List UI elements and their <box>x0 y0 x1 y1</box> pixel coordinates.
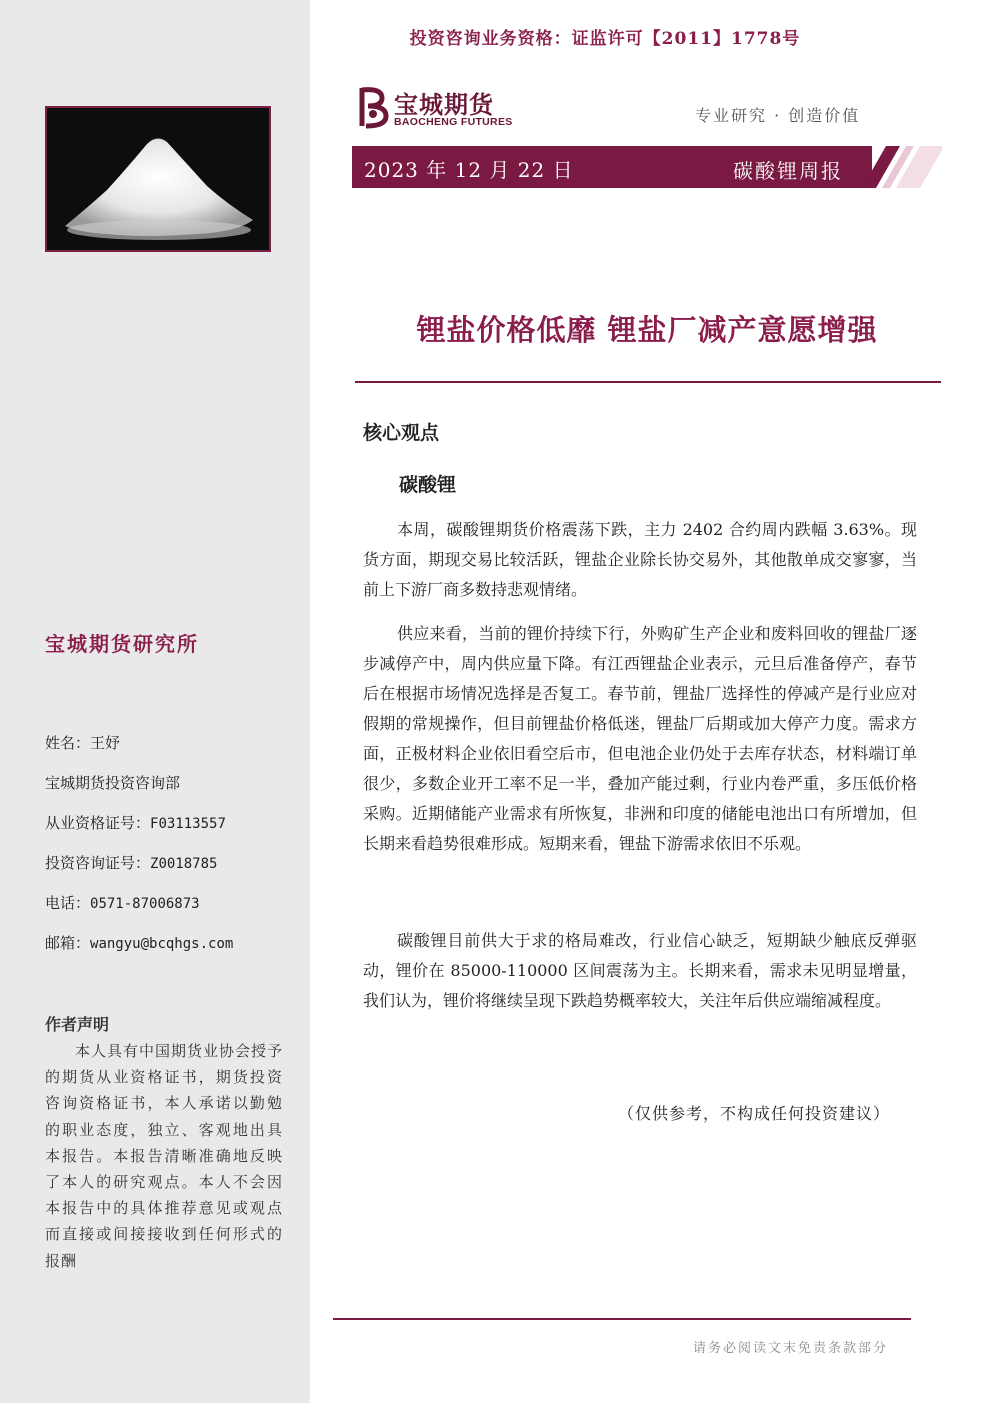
contact-qualification <box>45 812 295 852</box>
contact-consult-id <box>45 852 295 892</box>
sidebar <box>0 0 310 1403</box>
contact-value: F03113557 <box>150 816 226 832</box>
investment-disclaimer: （仅供参考，不构成任何投资建议） <box>618 1104 891 1123</box>
contact-info <box>45 732 295 972</box>
logo-cn-text: 宝城期货 <box>394 91 494 119</box>
declaration-title: 作者声明 <box>45 1015 110 1034</box>
report-date: 2023 年 12 月 22 日 <box>364 158 574 182</box>
contact-email-link[interactable]: wangyu@bcqhgs.com <box>90 936 234 952</box>
contact-value: 宝城期货投资咨询部 <box>45 774 181 792</box>
subsection-title: 碳酸锂 <box>399 474 457 496</box>
report-type: 碳酸锂周报 <box>733 159 843 183</box>
footer-note: 请务必阅读文末免责条款部分 <box>693 1341 889 1356</box>
contact-name <box>45 732 295 772</box>
contact-label: 姓名： <box>45 734 91 752</box>
contact-label: 电话： <box>45 894 91 912</box>
paragraph-text: 本周，碳酸锂期货价格震荡下跌，主力 2402 合约周内跌幅 3.63%。现货方面，期现交易比较活跃，锂盐企业除长协交易外，其他散单成交寥寥，当前上下游厂商多数持悲观情绪。 <box>363 520 917 599</box>
company-logo <box>356 84 556 134</box>
contact-department <box>45 772 295 812</box>
contact-value: Z0018785 <box>150 856 218 872</box>
institute-name: 宝城期货研究所 <box>45 632 199 656</box>
paragraph-1 <box>363 515 917 605</box>
contact-email <box>45 932 295 972</box>
banner-stripes-icon <box>842 146 942 188</box>
lithium-powder-image <box>45 106 271 252</box>
paragraph-2 <box>363 619 917 859</box>
contact-value: 0571-87006873 <box>90 896 200 912</box>
contact-value: 王妤 <box>90 734 121 752</box>
contact-label: 投资咨询证号： <box>45 854 151 872</box>
contact-label: 邮箱： <box>45 934 91 952</box>
declaration-body: 本人具有中国期货业协会授予的期货从业资格证书，期货投资咨询资格证书，本人承诺以勤勉的职业态度，独立、客观地出具本报告。本报告清晰准确地反映了本人的研究观点。本人不会因本报告中的具体推荐意见或观点而直接或间接接收到任何形式的报酬 <box>45 1042 284 1270</box>
paragraph-text: 供应来看，当前的锂价持续下行，外购矿生产企业和废料回收的锂盐厂逐步减停产中，周内供应量下降。有江西锂盐企业表示，元旦后准备停产，春节后在根据市场情况选择是否复工。春节前，锂盐厂选择性的停减产是行业应对假期的常规操作，但目前锂盐价格低迷，锂盐厂后期或加大停产力度。需求方面，正极材料企业依旧看空后市，但电池企业仍处于去库存状态，材料端订单很少，多数企业开工率不足一半，叠加产能过剩，行业内卷严重，多压低价格采购。近期储能产业需求有所恢复，非洲和印度的储能电池出口有所增加，但长期来看趋势很难形成。短期来看，锂盐下游需求依旧不乐观。 <box>363 624 917 853</box>
logo-en-text: BAOCHENG FUTURES <box>394 116 513 128</box>
contact-phone <box>45 892 295 932</box>
section-title: 核心观点 <box>363 422 440 444</box>
headline-divider <box>355 381 941 383</box>
slogan: 专业研究 · 创造价值 <box>695 106 861 125</box>
footer-divider <box>333 1318 911 1320</box>
logo-mark-icon <box>356 84 390 130</box>
contact-label: 从业资格证号： <box>45 814 151 832</box>
license-text: 投资咨询业务资格：证监许可【2011】1778号 <box>409 29 801 49</box>
paragraph-3 <box>363 926 917 1016</box>
paragraph-text: 碳酸锂目前供大于求的格局难改，行业信心缺乏，短期缺少触底反弹驱动，锂价在 85000-110000 区间震荡为主。长期来看，需求未见明显增量，我们认为，锂价将继续呈现下跌趋势概率较大，关注年后供应端缩减程度。 <box>363 931 917 1010</box>
report-headline: 锂盐价格低靡 锂盐厂减产意愿增强 <box>416 313 878 347</box>
